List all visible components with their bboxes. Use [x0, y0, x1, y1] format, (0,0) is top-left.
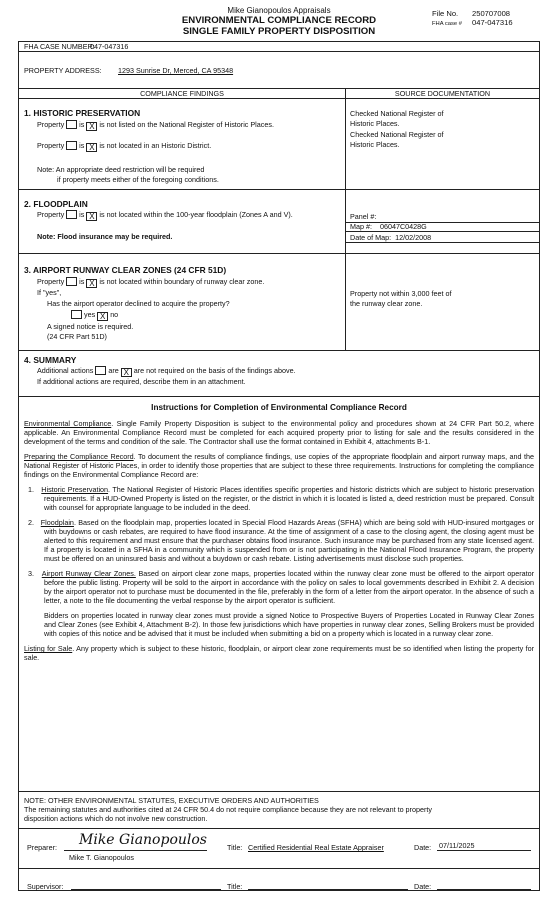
- supervisor-signature-line[interactable]: [71, 880, 221, 890]
- airport-runway-section: 3. AIRPORT RUNWAY CLEAR ZONES (24 CFR 51D) Property is X is not located within boundary of runway clear zone. If "yes", Has the airport operator declined to acquire the property? yes X no A signed notice is required. (24 CFR Part 51D) Property not within 3,000 feet of the runway clear zone.: [19, 254, 539, 351]
- supervisor-title-label: Title:: [227, 882, 243, 891]
- map-number: 06047C0428G: [379, 222, 427, 231]
- preparer-title-label: Title:: [227, 843, 243, 852]
- is-not-checkbox[interactable]: X: [86, 212, 97, 221]
- supervisor-date-label: Date:: [414, 882, 432, 891]
- note-line-3: disposition actions which do not involve new construction.: [24, 814, 208, 823]
- supervisor-title-line[interactable]: [248, 880, 408, 890]
- instr-listing-for-sale: Listing for Sale. Any property which is subject to these historic, floodplain, or airport clear zone requirements must be so identified when listing the property for sale.: [24, 644, 534, 663]
- panel-label: Panel #:: [350, 212, 377, 221]
- note-section: [19, 792, 539, 829]
- if-yes-label: If "yes",: [37, 288, 62, 297]
- section-number: 1.: [24, 108, 31, 118]
- summary-line-2: If additional actions are required, describe them in an attachment.: [37, 377, 246, 386]
- floodplain-line: Property is X is not located within the 100-year floodplain (Zones A and V).: [37, 210, 293, 221]
- is-not-checkbox[interactable]: X: [86, 279, 97, 288]
- yes-checkbox[interactable]: [71, 310, 82, 319]
- flood-insurance-note: Note: Flood insurance may be required.: [37, 232, 173, 241]
- appraiser-name: Mike Gianopoulos Appraisals: [227, 6, 331, 15]
- are-not-checkbox[interactable]: X: [121, 368, 132, 377]
- no-checkbox[interactable]: X: [97, 312, 108, 321]
- airport-title: AIRPORT RUNWAY CLEAR ZONES (24 CFR 51D): [33, 265, 227, 275]
- instr-historic: 1. Historic Preservation. The National Register of Historic Places identifies specific properties and historic districts which are subject to historic preservation requirements. If a HUD-Owned Property is listed on the register, or the district in which it is located is listed a, deed restriction must be prepared. Consult with counsel for appropriate language to be included in the deed.: [28, 485, 534, 513]
- column-headings: [19, 89, 539, 99]
- is-not-checkbox[interactable]: X: [86, 122, 97, 131]
- note-heading: NOTE: OTHER ENVIRONMENTAL STATUTES, EXECUTIVE ORDERS AND AUTHORITIES: [24, 796, 319, 805]
- property-address-label: PROPERTY ADDRESS:: [24, 66, 102, 75]
- fha-case-label: FHA case #: [432, 21, 462, 28]
- historic-listed-line: Property is X is not listed on the National Register of Historic Places.: [37, 120, 274, 131]
- compliance-findings-heading: COMPLIANCE FINDINGS: [19, 89, 346, 98]
- preparer-printed-name: Mike T. Gianopoulos: [69, 853, 134, 862]
- is-not-checkbox[interactable]: X: [86, 143, 97, 152]
- historic-preservation-section: [19, 99, 539, 190]
- historic-source-2: Historic Places.: [350, 119, 400, 128]
- summary-section: 4. SUMMARY Additional actions are X are not required on the basis of the findings above. If additional actions are required, describe them in an attachment.: [19, 351, 539, 397]
- fha-case-number-value: 047-047316: [90, 42, 129, 51]
- preparer-title-value: Certified Residential Real Estate Appraiser: [248, 843, 384, 852]
- instr-airport-bidders: Bidders on properties located in runway clear zones must provide a signed Notice to Prospective Buyers of Properties Located in Runway Clear Zones and Clear Zones (see Exhibit 4, Attachment B-2). In those few jurisdictions which have properties in runway clear zones, Selling Brokers must be provided with copies of this notice and be advised that it must be included when submitting a bid on a property which is located in a runway clear zone.: [44, 611, 534, 639]
- summary-line: Additional actions are X are not required on the basis of the findings above.: [37, 366, 296, 377]
- preparer-date-label: Date:: [414, 843, 432, 852]
- instructions-section: [19, 397, 539, 792]
- map-label: Map #:: [350, 222, 372, 231]
- airport-source-1: Property not within 3,000 feet of: [350, 289, 452, 298]
- property-address-value: 1293 Sunrise Dr, Merced, CA 95348: [118, 66, 234, 75]
- airport-source-2: the runway clear zone.: [350, 299, 423, 308]
- instr-environmental-compliance: Environmental Compliance. Single Family Property Disposition is subject to the environmental policy and procedures shown at 24 CFR Part 50.2, where applicable. An Environmental Compliance Record must be completed for each acquired property prior to listing for sale and the results considered in the development of the terms and condition of the sale. The Contractor shall use the format contained in Exhibit 4, attachments B-1.: [24, 419, 534, 447]
- historic-note: Note: An appropriate deed restriction will be required: [37, 165, 205, 174]
- signed-notice: A signed notice is required.: [47, 322, 134, 331]
- is-checkbox[interactable]: [66, 120, 77, 129]
- preparer-signature: Mike Gianopoulos: [79, 832, 207, 848]
- file-no-value: 250707008: [472, 9, 511, 18]
- airport-question: Has the airport operator declined to acquire the property?: [47, 299, 230, 308]
- floodplain-section: 2. FLOODPLAIN Property is X is not located within the 100-year floodplain (Zones A and V). Note: Flood insurance may be required. Panel #: Map #: 06047C0428G Date of Map: 12/02/2008: [19, 190, 539, 254]
- fha-case-number-label: FHA CASE NUMBER:: [24, 42, 95, 51]
- preparer-row: [19, 829, 539, 869]
- note-line-2: The remaining statutes and authorities cited at 24 CFR 50.4 do not require compliance because they are not relevant to property: [24, 805, 432, 814]
- supervisor-label: Supervisor:: [27, 882, 64, 891]
- file-no-label: File No.: [432, 9, 459, 18]
- are-checkbox[interactable]: [95, 366, 106, 375]
- is-checkbox[interactable]: [66, 277, 77, 286]
- instr-airport: 3. Airport Runway Clear Zones. Based on airport clear zone maps, properties located within the runway clear zone must be offered to the airport operator before the public listing. Property will be sold to the airport in accordance with the policy on sales to local governments described in Exhibit 2. A decision by the airport operator not to purchase must be documented in the file, preferably in the form of a letter from the airport operator. In the absence of such a letter, a note to the file documenting the verbal response by the airport operator is sufficient.: [28, 569, 534, 606]
- cfr-reference: (24 CFR Part 51D): [47, 332, 107, 341]
- floodplain-title: FLOODPLAIN: [33, 199, 88, 209]
- is-checkbox[interactable]: [66, 210, 77, 219]
- is-checkbox[interactable]: [66, 141, 77, 150]
- supervisor-date-line[interactable]: [437, 880, 531, 890]
- instr-floodplain: 2. Floodplain. Based on the floodplain map, properties located in Special Flood Hazards Areas (SFHA) which are being sold with HUD-insured mortgages or with buydowns or cash rebates, are required to have flood insurance. At the time of assignment of a case to the closing agent, the closing agent must be alerted to this requirement and must ensure that the purchaser obtains flood insurance. Such insurance may be purchased from any state licensed agent. If a property is located in a SFHA in a community which is suspended from or is not participating in the National Flood Insurance Program, the property must be offered on an uninsured basis and without a buydown or cash rebate. Listing advertisements must disclose such properties.: [28, 518, 534, 564]
- historic-note-cont: if property meets either of the foregoing conditions.: [57, 175, 219, 184]
- summary-title: SUMMARY: [33, 355, 77, 365]
- supervisor-row: [19, 880, 539, 892]
- address-row: [19, 52, 539, 89]
- airport-line: Property is X is not located within boundary of runway clear zone.: [37, 277, 265, 288]
- preparer-date-value: 07/11/2025: [439, 841, 475, 850]
- airport-answer: yes X no: [71, 310, 118, 321]
- source-documentation-heading: SOURCE DOCUMENTATION: [394, 89, 491, 98]
- document-subtitle: SINGLE FAMILY PROPERTY DISPOSITION: [182, 25, 376, 37]
- fha-case-row: [19, 42, 539, 52]
- document-title: ENVIRONMENTAL COMPLIANCE RECORD: [181, 15, 377, 26]
- historic-source-3: Checked National Register of: [350, 130, 444, 139]
- fha-case-value: 047-047316: [472, 18, 513, 28]
- preparer-label: Preparer:: [27, 843, 57, 852]
- form-frame: [18, 41, 540, 891]
- historic-source-4: Historic Places.: [350, 140, 400, 149]
- historic-source-1: Checked National Register of: [350, 109, 444, 118]
- instructions-title: Instructions for Completion of Environmental Compliance Record: [151, 403, 407, 412]
- date-of-map-label: Date of Map:: [350, 233, 392, 242]
- historic-title: HISTORIC PRESERVATION: [33, 108, 141, 118]
- historic-district-line: Property is X is not located in an Historic District.: [37, 141, 212, 152]
- file-number-block: [432, 9, 513, 29]
- date-of-map: 12/02/2008: [395, 233, 432, 242]
- instr-preparing-record: Preparing the Compliance Record. To document the results of compliance findings, use copies of the appropriate floodplain and airport runway maps, and the National Register of Historic Places, in order to identify those properties that are subject to these three requirements. Instructions for completing the compliance findings on the Environmental Compliance Record are:: [24, 452, 534, 480]
